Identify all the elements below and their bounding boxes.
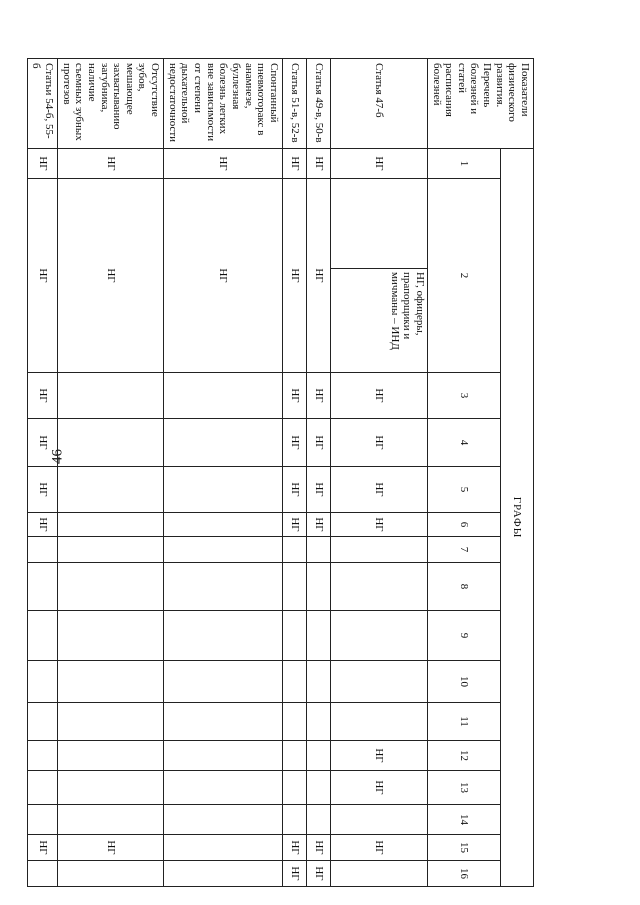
medical-fitness-table bbox=[27, 58, 534, 887]
row-label: Статья 51-в, 52-в bbox=[282, 59, 306, 149]
table-cell: НГ bbox=[282, 149, 306, 179]
table-cell bbox=[27, 861, 57, 887]
table-cell: НГ bbox=[164, 149, 283, 179]
column-header-5: 5 bbox=[427, 467, 500, 513]
table-cell: НГ bbox=[306, 861, 330, 887]
table-cell bbox=[306, 611, 330, 661]
column-header-15: 15 bbox=[427, 835, 500, 861]
table-cell bbox=[282, 805, 306, 835]
table-cell bbox=[27, 771, 57, 805]
table-cell bbox=[306, 741, 330, 771]
table-cell bbox=[282, 741, 306, 771]
table-cell bbox=[57, 537, 163, 563]
table-cell bbox=[164, 861, 283, 887]
table-cell bbox=[164, 373, 283, 419]
table-cell bbox=[164, 513, 283, 537]
table-cell bbox=[282, 611, 306, 661]
table-cell: НГ bbox=[330, 373, 427, 419]
table-cell: НГ bbox=[330, 467, 427, 513]
row-label: Отсутствие зубов, мешающее захватыванию загубника, наличие съемных зубных протезов bbox=[57, 59, 163, 149]
table-cell: НГ bbox=[306, 373, 330, 419]
table-cell: НГ bbox=[27, 513, 57, 537]
column-header-13: 13 bbox=[427, 771, 500, 805]
table-cell: НГ bbox=[27, 835, 57, 861]
table-cell: НГ bbox=[164, 179, 283, 373]
table-cell bbox=[330, 179, 427, 269]
column-header-14: 14 bbox=[427, 805, 500, 835]
table-cell bbox=[57, 513, 163, 537]
table-cell: НГ bbox=[57, 149, 163, 179]
table-cell: НГ bbox=[330, 741, 427, 771]
table-cell: НГ bbox=[306, 179, 330, 373]
table-cell: НГ bbox=[282, 373, 306, 419]
table-cell bbox=[27, 537, 57, 563]
table-cell bbox=[164, 419, 283, 467]
column-header-12: 12 bbox=[427, 741, 500, 771]
table-row bbox=[57, 59, 163, 887]
table-cell: НГ bbox=[282, 861, 306, 887]
table-cell bbox=[330, 661, 427, 703]
table-cell bbox=[306, 805, 330, 835]
table-row bbox=[282, 59, 306, 887]
table-cell: НГ bbox=[330, 419, 427, 467]
column-header-9: 9 bbox=[427, 611, 500, 661]
row-label: Статьи 54-б, 55-б bbox=[27, 59, 57, 149]
table-cell bbox=[164, 805, 283, 835]
table-cell: НГ bbox=[330, 513, 427, 537]
table-cell: НГ bbox=[27, 419, 57, 467]
table-cell: НГ bbox=[27, 179, 57, 373]
table-cell bbox=[57, 563, 163, 611]
table-cell bbox=[282, 563, 306, 611]
stub-header: Показатели физического развития. Перечень болезней и статей расписания болезней bbox=[427, 59, 533, 149]
table-cell: НГ bbox=[282, 467, 306, 513]
table-cell: НГ bbox=[330, 771, 427, 805]
table-row bbox=[330, 59, 427, 887]
table-cell bbox=[57, 771, 163, 805]
row-label: Статья 49-в, 50-в bbox=[306, 59, 330, 149]
table-cell bbox=[282, 703, 306, 741]
table-cell bbox=[57, 661, 163, 703]
table-cell: НГ bbox=[27, 467, 57, 513]
table-cell: НГ bbox=[306, 835, 330, 861]
table-cell: НГ bbox=[282, 419, 306, 467]
table-cell bbox=[164, 703, 283, 741]
table-cell bbox=[27, 563, 57, 611]
table-cell: НГ bbox=[57, 179, 163, 373]
table-cell: НГ bbox=[330, 149, 427, 179]
table-cell bbox=[282, 537, 306, 563]
table-cell: НГ bbox=[27, 373, 57, 419]
table-cell: НГ bbox=[282, 513, 306, 537]
table-cell bbox=[306, 703, 330, 741]
table-cell: НГ bbox=[282, 835, 306, 861]
table-cell bbox=[164, 611, 283, 661]
table-cell bbox=[164, 563, 283, 611]
column-header-4: 4 bbox=[427, 419, 500, 467]
table-cell bbox=[164, 467, 283, 513]
column-header-6: 6 bbox=[427, 513, 500, 537]
table-cell: НГ bbox=[306, 513, 330, 537]
table-cell bbox=[330, 611, 427, 661]
table-cell: НГ bbox=[282, 179, 306, 373]
table-cell bbox=[306, 563, 330, 611]
table-cell: НГ bbox=[306, 467, 330, 513]
group-header: ГРАФЫ bbox=[501, 149, 534, 887]
table-cell bbox=[306, 771, 330, 805]
table-cell bbox=[282, 661, 306, 703]
table-cell bbox=[57, 805, 163, 835]
column-header-16: 16 bbox=[427, 861, 500, 887]
column-header-3: 3 bbox=[427, 373, 500, 419]
table-cell bbox=[57, 741, 163, 771]
table-cell bbox=[57, 703, 163, 741]
table-cell bbox=[57, 419, 163, 467]
row-label: Спонтанный пневмоторакс в анамнезе, буллезная болезнь легких вне зависимости от степени дыхательной недостаточности bbox=[164, 59, 283, 149]
table-cell bbox=[27, 805, 57, 835]
column-header-11: 11 bbox=[427, 703, 500, 741]
table-row bbox=[306, 59, 330, 887]
table-cell bbox=[27, 611, 57, 661]
row-label: Статья 47-б bbox=[330, 59, 427, 149]
table-cell-note: НГ, офицеры, прапорщики и мичманы – ИНД bbox=[330, 269, 427, 373]
table-cell bbox=[57, 373, 163, 419]
column-header-7: 7 bbox=[427, 537, 500, 563]
column-header-8: 8 bbox=[427, 563, 500, 611]
table-cell: НГ bbox=[330, 835, 427, 861]
table-row bbox=[27, 59, 57, 887]
page-number: 46 bbox=[49, 449, 66, 464]
table-cell bbox=[164, 771, 283, 805]
table-cell bbox=[330, 805, 427, 835]
column-header-2: 2 bbox=[427, 179, 500, 373]
table-cell bbox=[306, 661, 330, 703]
table-cell bbox=[330, 563, 427, 611]
table-cell bbox=[164, 661, 283, 703]
table-cell bbox=[57, 861, 163, 887]
table-cell: НГ bbox=[306, 419, 330, 467]
table-cell: НГ bbox=[57, 835, 163, 861]
table-cell bbox=[164, 537, 283, 563]
table-cell bbox=[57, 611, 163, 661]
table-cell bbox=[27, 703, 57, 741]
column-header-1: 1 bbox=[427, 149, 500, 179]
table-cell bbox=[330, 537, 427, 563]
table-cell bbox=[306, 537, 330, 563]
table-row bbox=[164, 59, 283, 887]
table-cell: НГ bbox=[306, 149, 330, 179]
table-cell bbox=[164, 835, 283, 861]
table-cell bbox=[330, 861, 427, 887]
table-cell bbox=[330, 703, 427, 741]
table-cell bbox=[282, 771, 306, 805]
column-header-10: 10 bbox=[427, 661, 500, 703]
table-cell bbox=[164, 741, 283, 771]
table-cell bbox=[57, 467, 163, 513]
table-cell bbox=[27, 741, 57, 771]
table-cell bbox=[27, 661, 57, 703]
table-cell: НГ bbox=[27, 149, 57, 179]
